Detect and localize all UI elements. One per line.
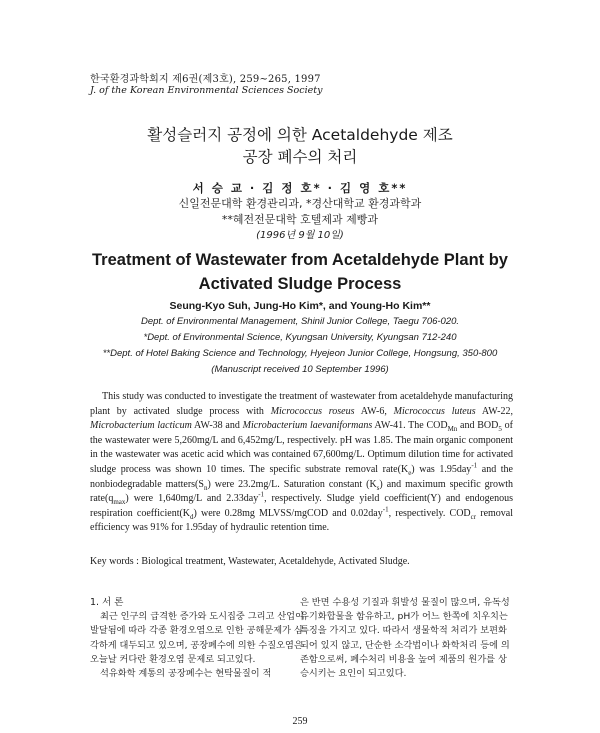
korean-received-date: (1996년 9월 10일) [256, 230, 344, 241]
abstract-text: ) and maximum specific growth rate(q [90, 478, 514, 505]
subscript: max [113, 498, 126, 507]
abstract-text: ) were 23.2mg/L. Saturation constant (K [207, 478, 377, 490]
korean-title-line1: 활성슬러지 공정에 의한 Acetaldehyde 제조 [147, 126, 453, 144]
english-title [0, 248, 600, 296]
section-heading-introduction: 1. 서 론 [90, 597, 124, 608]
abstract-text: ) was 1.95day [411, 463, 472, 475]
english-title-line1: Treatment of Wastewater from Acetaldehyde Plant by [92, 251, 508, 269]
abstract-paragraph [90, 390, 513, 536]
abstract-text: ) were 0.28mg MLVSS/mgCOD and 0.02day [193, 507, 383, 519]
english-title-line2: Activated Sludge Process [198, 275, 402, 293]
korean-affiliation-1: 신일전문대학 환경관리과, *경산대학교 환경과학과 [178, 197, 422, 210]
abstract-text: , respectively. COD [388, 507, 471, 519]
superscript: -1 [471, 461, 478, 470]
manuscript-received: (Manuscript received 10 September 1996) [211, 364, 389, 375]
body-column-left [90, 596, 308, 681]
page-number: 259 [292, 716, 308, 727]
korean-title-line2: 공장 폐수의 처리 [242, 148, 358, 166]
body-paragraph: 석유화학 계통의 공장폐수는 현탁물질이 적 [100, 668, 272, 680]
organism-name: Micrococcus luteus [393, 405, 476, 417]
abstract-text: ) were 1,640mg/L and 2.33day [125, 493, 259, 505]
journal-name-english: J. of the Korean Environmental Sciences Society [90, 85, 323, 96]
superscript: -1 [258, 490, 265, 499]
abstract-text: , respectively. Sludge yield coefficient(Y) and endogenous respiration coefficient(K [90, 493, 513, 519]
abstract-text: AW-38 and [191, 420, 243, 432]
abstract-text: of the wastewater were 5,260mg/L and 6,452mg/L, respectively. pH was 1.85. The main organic component in the wastewater was acetic acid which was contained 67,600mg/L. Optimum dilution time for activated sludge process was shown 10 times. The specific substrate removal rate(K [90, 420, 513, 475]
organism-name: Microbacterium lacticum [90, 420, 192, 432]
abstract [90, 390, 513, 536]
subscript: n [203, 483, 208, 492]
body-paragraph: 은 반면 수용성 기질과 휘발성 물질이 많으며, 유독성 유기화합물을 함유하고, pH가 어느 한쪽에 치우치는 특징을 가지고 있다. 따라서 생물학적 처리가 보편화되어 있지 않고, 단순한 소각법이나 화학처리 등에 의존함으로써, 폐수처리 비용을 높여 제품의 원가를 상승시키는 요인이 되고있다. [300, 597, 510, 680]
korean-authors-block [0, 180, 600, 244]
abstract-text: AW-41. The COD [372, 420, 448, 432]
organism-name: Microbacterium laevaniformans [242, 420, 373, 432]
superscript: -1 [382, 505, 389, 514]
subscript: cr [470, 512, 477, 521]
korean-affiliation-2: **혜전전문대학 호텔제과 제빵과 [221, 213, 379, 226]
english-author-names: Seung-Kyo Suh, Jung-Ho Kim*, and Young-Ho Kim** [169, 300, 431, 312]
journal-citation-korean: 한국환경과학회지 제6권(제3호), 259∼265, 1997 [90, 74, 321, 85]
subscript: s [376, 483, 380, 492]
korean-title [0, 124, 600, 168]
english-authors-block [0, 298, 600, 378]
english-affiliation-3: **Dept. of Hotel Baking Science and Technology, Hyejeon Junior College, Hongsung, 350-800 [102, 348, 498, 359]
subscript: Mn [447, 425, 458, 434]
abstract-text: AW-22, [475, 405, 513, 417]
abstract-text: AW-6, [354, 405, 394, 417]
body-paragraph: 최근 인구의 급격한 증가와 도시집중 그리고 산업이 발달됨에 따라 각종 환경오염으로 인한 공해문제가 심각하게 대두되고 있으며, 공장폐수에 의한 수질오염은 오늘날 커다란 환경오염 문제로 되고있다. [90, 611, 304, 665]
abstract-text: and the nonbiodegradable matters(S [90, 463, 513, 490]
abstract-text: and BOD [457, 420, 499, 432]
keywords: Key words : Biological treatment, Wastewater, Acetaldehyde, Activated Sludge. [90, 556, 410, 567]
korean-author-names: 서 승 교 · 김 정 호* · 김 영 호** [192, 181, 408, 195]
abstract-text: removal efficiency was 91% for 1.95day of hydraulic retention time. [90, 507, 514, 534]
body-column-right [300, 596, 515, 681]
english-affiliation-1: Dept. of Environmental Management, Shinil Junior College, Taegu 706-020. [140, 316, 460, 327]
abstract-text: This study was conducted to investigate the treatment of wastewater from acetaldehyde manufacturing plant by activated sludge process with [90, 391, 513, 417]
subscript: d [190, 512, 194, 521]
subscript: 5 [498, 425, 502, 434]
subscript: e [408, 468, 412, 477]
organism-name: Micrococcus roseus [270, 405, 355, 417]
english-affiliation-2: *Dept. of Environmental Science, Kyungsan University, Kyungsan 712-240 [143, 332, 457, 343]
